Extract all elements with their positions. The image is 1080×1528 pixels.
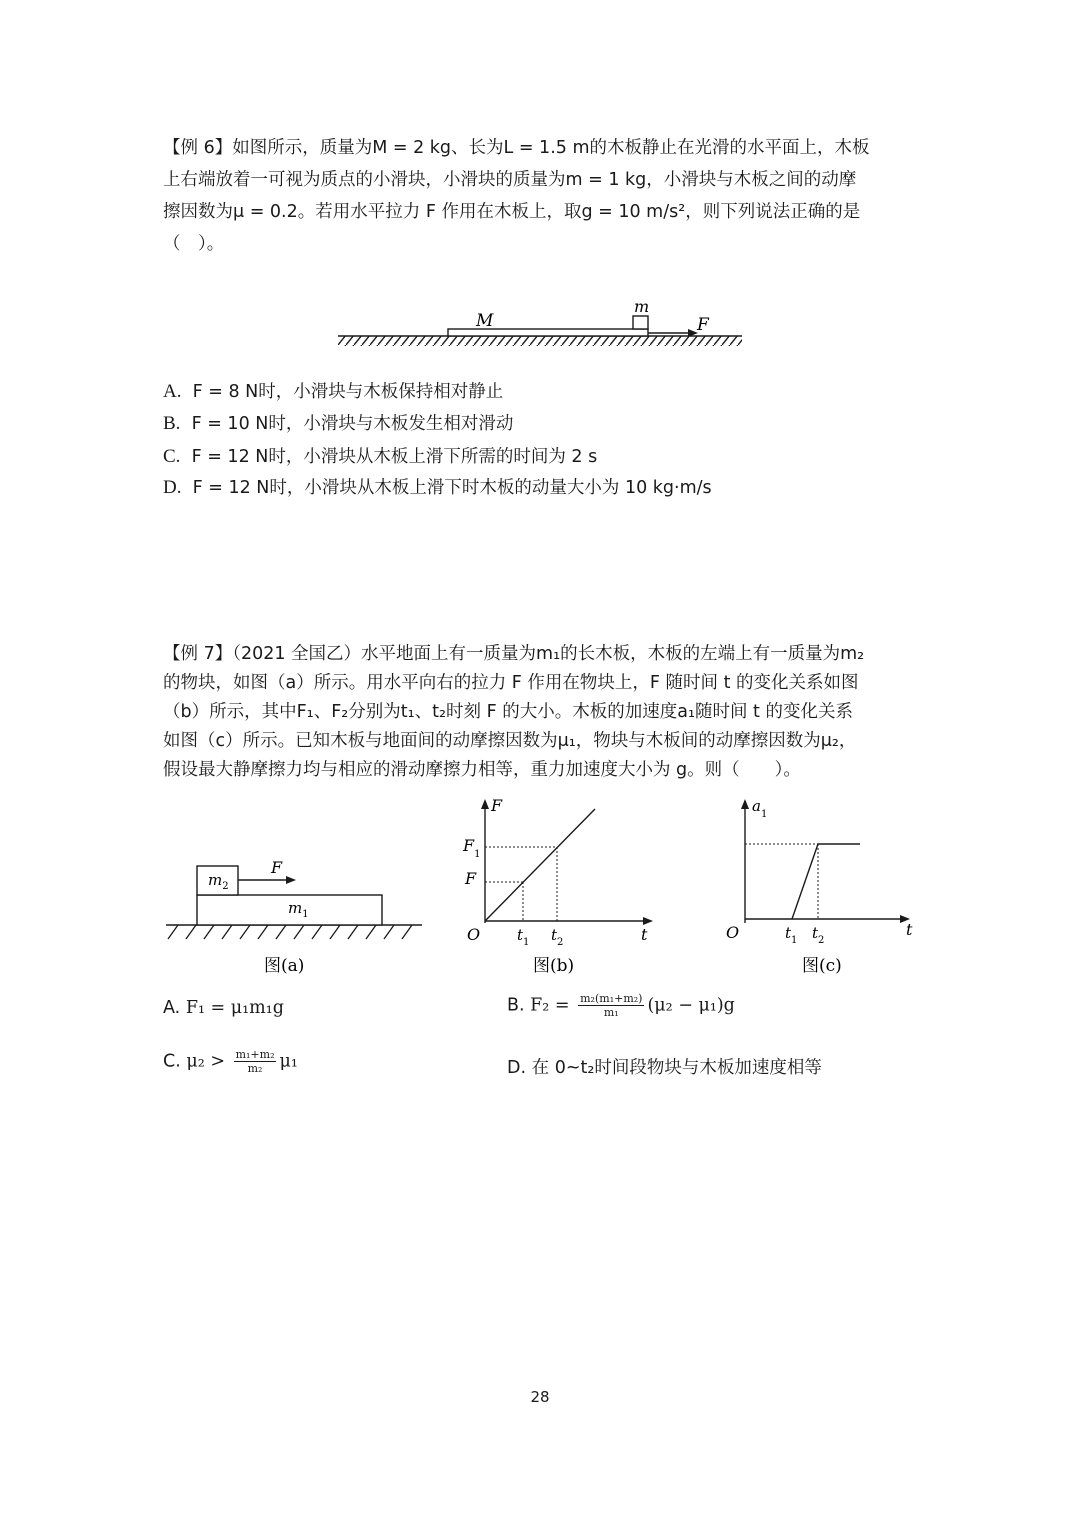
ex7-option-c-post: μ₁: [279, 1051, 298, 1072]
ex7-figure-c: [720, 795, 925, 980]
fig-b-origin: O: [467, 925, 481, 944]
ex7-option-b-post: (μ₂ − μ₁)g: [647, 995, 735, 1016]
fig-b-F1-label: $F_1$: [463, 836, 481, 860]
ex7-line-5: 假设最大静摩擦力均与相应的滑动摩擦力相等，重力加速度大小为 g。则（ ）。: [163, 760, 801, 780]
ex7-option-b-numerator: m₂(m₁+m₂): [580, 992, 643, 1005]
fig-b-t2-label: $t_2$: [551, 926, 564, 948]
fig-b-y-arrowhead: [481, 799, 489, 809]
fig-a-label-m2: $m_2$: [208, 871, 229, 892]
fig-c-t1-label: $t_1$: [785, 924, 798, 946]
ex7-option-c-denominator: m₂: [247, 1062, 263, 1075]
ex6-line-4: （ ）。: [163, 234, 225, 254]
ex6-line-3: 擦因数为μ = 0.2。若用水平拉力 F 作用在木板上，取g = 10 m/s²，则下列说法正确的是: [163, 202, 861, 222]
option-a-label: A.: [163, 381, 182, 402]
fig-b-t-axis-label: t: [641, 925, 648, 944]
ex7-figure-a: [160, 855, 430, 980]
ex7-option-d-label: D.: [507, 1058, 527, 1078]
ex7-option-c-fraction: [234, 1048, 277, 1075]
ex6-label-F: F: [697, 315, 709, 335]
ex7-option-c-pre: μ₂ >: [186, 1051, 225, 1072]
fig-a-hatching: [168, 925, 412, 939]
fig-a-label-m1: $m_1$: [288, 899, 309, 920]
ex7-line-3: （b）所示，其中F₁、F₂分别为t₁、t₂时刻 F 的大小。木板的加速度a₁随时间 t 的变化关系: [163, 702, 853, 722]
ex7-option-b: [507, 992, 735, 1019]
ex6-option-a: [163, 378, 503, 403]
ex7-option-d: [507, 1054, 822, 1079]
fig-c-t2-label: $t_2$: [812, 924, 825, 946]
option-b-text: F = 10 N时，小滑块与木板发生相对滑动: [191, 414, 514, 434]
fig-b-F-line: [485, 809, 595, 921]
fig-c-caption: 图(c): [802, 956, 842, 976]
fig-c-y-arrowhead: [741, 799, 749, 809]
ex7-option-b-label: B.: [507, 995, 525, 1016]
ex6-label-M: M: [476, 311, 494, 331]
ex6-line-2: 上右端放着一可视为质点的小滑块，小滑块的质量为m = 1 kg，小滑块与木板之间的动摩: [163, 170, 857, 190]
fig-b-F-label: F: [465, 869, 477, 888]
ex6-ground-hatch: [338, 336, 742, 346]
example-7-stem: [163, 640, 923, 785]
ex7-line-2: 的物块，如图（a）所示。用水平向右的拉力 F 作用在物块上，F 随时间 t 的变化关系如图: [163, 673, 859, 693]
fig-c-a1-curve: [792, 844, 860, 919]
fig-a-caption: 图(a): [264, 956, 305, 976]
fig-c-t-axis-label: t: [906, 920, 913, 939]
ex7-option-c: [163, 1048, 298, 1075]
page-number: 28: [530, 1388, 550, 1406]
ex6-option-d: [163, 474, 712, 499]
ex6-block: [633, 316, 648, 329]
fig-c-origin: O: [726, 923, 740, 942]
ex6-option-b: [163, 410, 513, 435]
option-d-text: F = 12 N时，小滑块从木板上滑下时木板的动量大小为 10 kg·m/s: [192, 478, 712, 498]
ex7-line-4: 如图（c）所示。已知木板与地面间的动摩擦因数为μ₁，物块与木板间的动摩擦因数为μ₂，: [163, 731, 857, 751]
ex7-option-a-text: F₁ = μ₁m₁g: [185, 998, 284, 1018]
option-a-text: F = 8 N时，小滑块与木板保持相对静止: [192, 382, 504, 402]
ex7-figure-b: [455, 795, 660, 980]
ex6-option-c: [163, 443, 597, 468]
ex7-option-a: [163, 998, 284, 1018]
ex6-figure: [330, 295, 750, 355]
ex7-option-b-fraction: [578, 992, 644, 1019]
ex7-option-b-denominator: m₁: [603, 1006, 619, 1019]
fig-b-x-arrowhead: [643, 917, 653, 925]
ex7-line-1: 【例 7】（2021 全国乙）水平地面上有一质量为m₁的长木板，木板的左端上有一质量为m₂: [163, 644, 865, 664]
option-c-label: C.: [163, 446, 181, 467]
fig-a-label-F: F: [271, 858, 283, 877]
example-6-stem: [163, 132, 923, 260]
fig-c-a1-label: $a_1$: [752, 797, 768, 820]
fig-a-arrowhead: [286, 876, 296, 884]
ex7-option-a-label: A.: [163, 998, 181, 1018]
ex7-option-c-label: C.: [163, 1051, 181, 1072]
option-c-text: F = 12 N时，小滑块从木板上滑下所需的时间为 2 s: [191, 447, 598, 467]
fig-b-t1-label: $t_1$: [517, 926, 530, 948]
fig-b-F-axis-label: F: [491, 796, 503, 815]
option-d-label: D.: [163, 477, 182, 498]
option-b-label: B.: [163, 413, 181, 434]
ex6-label-m: m: [634, 297, 650, 316]
ex6-line-1: 【例 6】如图所示，质量为M = 2 kg、长为L = 1.5 m的木板静止在光滑的水平面上，木板: [163, 138, 870, 158]
ex7-option-d-text: 在 0~t₂时间段物块与木板加速度相等: [531, 1058, 822, 1078]
ex7-option-c-numerator: m₁+m₂: [235, 1048, 275, 1061]
ex7-option-b-pre: F₂ =: [530, 995, 570, 1016]
fig-b-caption: 图(b): [533, 956, 575, 976]
